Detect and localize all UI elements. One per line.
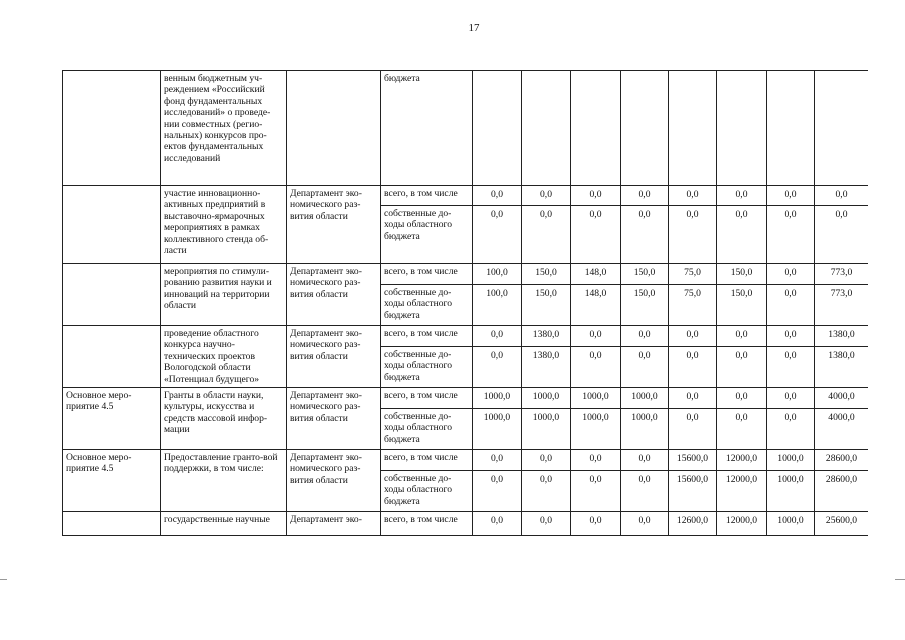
year-value-cell: 0,0 xyxy=(717,186,767,206)
year-value-cell: 148,0 xyxy=(571,285,621,326)
year-value-cell: 0,0 xyxy=(473,326,522,347)
scan-edge-mark-right xyxy=(895,579,905,580)
year-value-cell: 0,0 xyxy=(621,347,669,388)
year-value-cell: 0,0 xyxy=(473,450,522,471)
year-value-cell xyxy=(767,71,815,186)
total-value-cell: 0,0 xyxy=(815,186,869,206)
description-cell: проведение областного конкурса научно-технических проектов Вологодской области «Потенциал будущего» xyxy=(161,326,287,388)
year-value-cell: 1000,0 xyxy=(522,388,571,409)
year-value-cell: 0,0 xyxy=(669,388,717,409)
year-value-cell: 0,0 xyxy=(767,285,815,326)
page-number: 17 xyxy=(468,22,480,34)
year-value-cell: 0,0 xyxy=(717,388,767,409)
funding-source-cell: бюджета xyxy=(381,71,473,186)
year-value-cell: 150,0 xyxy=(717,264,767,285)
year-value-cell: 0,0 xyxy=(522,512,571,536)
year-value-cell: 0,0 xyxy=(571,186,621,206)
year-value-cell xyxy=(522,71,571,186)
year-value-cell: 0,0 xyxy=(522,450,571,471)
table-row xyxy=(63,388,869,409)
year-value-cell: 0,0 xyxy=(767,409,815,450)
funding-source-cell: всего, в том числе xyxy=(381,450,473,471)
year-value-cell xyxy=(571,71,621,186)
executor-cell: Департамент эко-номического раз-вития области xyxy=(287,186,381,264)
activity-cell xyxy=(63,186,161,264)
year-value-cell: 0,0 xyxy=(473,206,522,264)
year-value-cell: 0,0 xyxy=(621,512,669,536)
year-value-cell: 0,0 xyxy=(669,409,717,450)
year-value-cell xyxy=(669,71,717,186)
executor-cell: Департамент эко-номического раз-вития области xyxy=(287,326,381,388)
year-value-cell: 1000,0 xyxy=(473,409,522,450)
year-value-cell: 0,0 xyxy=(571,450,621,471)
year-value-cell: 0,0 xyxy=(473,186,522,206)
activity-cell xyxy=(63,326,161,388)
table-body xyxy=(63,71,869,536)
table-row xyxy=(63,71,869,186)
description-cell: участие инновационно-активных предприятий в выставочно-ярмарочных мероприятиях в рамках коллективного стенда об-ласти xyxy=(161,186,287,264)
year-value-cell: 15600,0 xyxy=(669,450,717,471)
year-value-cell: 0,0 xyxy=(571,206,621,264)
year-value-cell: 0,0 xyxy=(621,450,669,471)
description-cell: Предоставление гранто-вой поддержки, в том числе: xyxy=(161,450,287,512)
table-row xyxy=(63,264,869,285)
year-value-cell: 1000,0 xyxy=(767,471,815,512)
total-value-cell: 25600,0 xyxy=(815,512,869,536)
table-row xyxy=(63,450,869,471)
total-value-cell: 28600,0 xyxy=(815,450,869,471)
year-value-cell: 0,0 xyxy=(717,326,767,347)
year-value-cell: 150,0 xyxy=(522,264,571,285)
total-value-cell: 0,0 xyxy=(815,206,869,264)
activity-cell xyxy=(63,264,161,326)
year-value-cell: 0,0 xyxy=(669,347,717,388)
year-value-cell: 12000,0 xyxy=(717,450,767,471)
year-value-cell: 150,0 xyxy=(717,285,767,326)
year-value-cell: 0,0 xyxy=(767,206,815,264)
document-table-frame xyxy=(62,70,868,592)
year-value-cell: 0,0 xyxy=(473,347,522,388)
year-value-cell: 1000,0 xyxy=(767,512,815,536)
year-value-cell: 0,0 xyxy=(717,409,767,450)
year-value-cell: 0,0 xyxy=(621,471,669,512)
description-cell: венным бюджетным уч-реждением «Российский фонд фундаментальных исследований» о проведе-нии совместных (регио-нальных) конкурсов про-ектов фундаментальных исследований xyxy=(161,71,287,186)
funding-source-cell: всего, в том числе xyxy=(381,186,473,206)
executor-cell: Департамент эко-номического раз-вития области xyxy=(287,388,381,450)
year-value-cell: 1000,0 xyxy=(767,450,815,471)
total-value-cell xyxy=(815,71,869,186)
funding-source-cell: собственные до-ходы областного бюджета xyxy=(381,347,473,388)
year-value-cell: 75,0 xyxy=(669,264,717,285)
year-value-cell: 0,0 xyxy=(522,186,571,206)
activity-cell: Основное меро-приятие 4.5 xyxy=(63,388,161,450)
executor-cell xyxy=(287,71,381,186)
year-value-cell: 0,0 xyxy=(522,471,571,512)
year-value-cell: 1380,0 xyxy=(522,326,571,347)
description-cell: мероприятия по стимули-рованию развития науки и инноваций на территории области xyxy=(161,264,287,326)
year-value-cell: 0,0 xyxy=(767,264,815,285)
funding-source-cell: собственные до-ходы областного бюджета xyxy=(381,471,473,512)
year-value-cell: 0,0 xyxy=(571,347,621,388)
funding-source-cell: собственные до-ходы областного бюджета xyxy=(381,285,473,326)
funding-source-cell: всего, в том числе xyxy=(381,326,473,347)
funding-source-cell: всего, в том числе xyxy=(381,388,473,409)
year-value-cell: 12600,0 xyxy=(669,512,717,536)
funding-source-cell: всего, в том числе xyxy=(381,264,473,285)
year-value-cell: 1380,0 xyxy=(522,347,571,388)
total-value-cell: 4000,0 xyxy=(815,409,869,450)
activity-cell: Основное меро-приятие 4.5 xyxy=(63,450,161,512)
year-value-cell xyxy=(621,71,669,186)
total-value-cell: 1380,0 xyxy=(815,347,869,388)
table-row xyxy=(63,512,869,536)
year-value-cell: 150,0 xyxy=(621,285,669,326)
year-value-cell xyxy=(717,71,767,186)
year-value-cell: 100,0 xyxy=(473,264,522,285)
year-value-cell: 0,0 xyxy=(621,206,669,264)
year-value-cell: 0,0 xyxy=(473,471,522,512)
scan-edge-mark-left xyxy=(0,579,7,580)
total-value-cell: 1380,0 xyxy=(815,326,869,347)
funding-source-cell: собственные до-ходы областного бюджета xyxy=(381,409,473,450)
year-value-cell: 1000,0 xyxy=(621,409,669,450)
total-value-cell: 773,0 xyxy=(815,264,869,285)
year-value-cell: 15600,0 xyxy=(669,471,717,512)
total-value-cell: 773,0 xyxy=(815,285,869,326)
year-value-cell: 0,0 xyxy=(767,388,815,409)
year-value-cell: 0,0 xyxy=(717,206,767,264)
year-value-cell: 12000,0 xyxy=(717,512,767,536)
year-value-cell: 0,0 xyxy=(621,326,669,347)
description-cell: государственные научные xyxy=(161,512,287,536)
year-value-cell: 12000,0 xyxy=(717,471,767,512)
total-value-cell: 28600,0 xyxy=(815,471,869,512)
total-value-cell: 4000,0 xyxy=(815,388,869,409)
year-value-cell: 0,0 xyxy=(621,186,669,206)
year-value-cell: 0,0 xyxy=(669,186,717,206)
executor-cell: Департамент эко-номического раз-вития области xyxy=(287,264,381,326)
year-value-cell: 0,0 xyxy=(473,512,522,536)
year-value-cell: 150,0 xyxy=(621,264,669,285)
activity-cell xyxy=(63,71,161,186)
year-value-cell: 0,0 xyxy=(669,206,717,264)
year-value-cell: 0,0 xyxy=(717,347,767,388)
description-cell: Гранты в области науки, культуры, искусства и средств массовой инфор-мации xyxy=(161,388,287,450)
year-value-cell: 0,0 xyxy=(669,326,717,347)
year-value-cell: 150,0 xyxy=(522,285,571,326)
year-value-cell: 148,0 xyxy=(571,264,621,285)
executor-cell: Департамент эко-номического раз-вития области xyxy=(287,450,381,512)
year-value-cell: 0,0 xyxy=(767,326,815,347)
year-value-cell xyxy=(473,71,522,186)
year-value-cell: 0,0 xyxy=(767,186,815,206)
year-value-cell: 75,0 xyxy=(669,285,717,326)
executor-cell: Департамент эко- xyxy=(287,512,381,536)
table-row xyxy=(63,186,869,206)
year-value-cell: 0,0 xyxy=(767,347,815,388)
funding-source-cell: собственные до-ходы областного бюджета xyxy=(381,206,473,264)
year-value-cell: 1000,0 xyxy=(571,388,621,409)
budget-table xyxy=(62,70,868,536)
year-value-cell: 100,0 xyxy=(473,285,522,326)
year-value-cell: 1000,0 xyxy=(571,409,621,450)
table-row xyxy=(63,326,869,347)
year-value-cell: 1000,0 xyxy=(522,409,571,450)
year-value-cell: 1000,0 xyxy=(621,388,669,409)
year-value-cell: 1000,0 xyxy=(473,388,522,409)
activity-cell xyxy=(63,512,161,536)
year-value-cell: 0,0 xyxy=(571,326,621,347)
funding-source-cell: всего, в том числе xyxy=(381,512,473,536)
year-value-cell: 0,0 xyxy=(571,471,621,512)
year-value-cell: 0,0 xyxy=(571,512,621,536)
year-value-cell: 0,0 xyxy=(522,206,571,264)
